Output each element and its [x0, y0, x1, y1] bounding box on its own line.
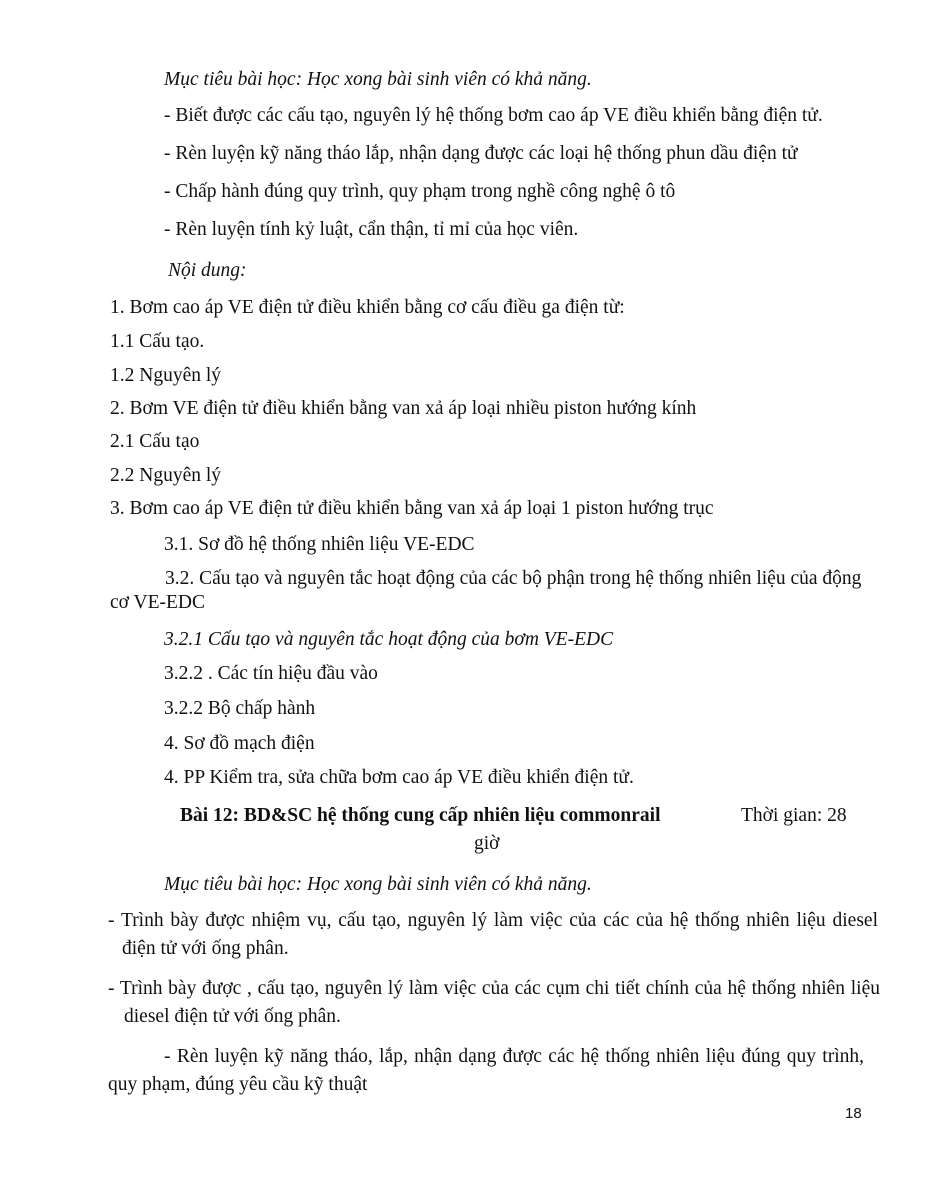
sub-item: 4. PP Kiểm tra, sửa chữa bơm cao áp VE điều khiển điện tử. [164, 767, 634, 788]
content-item: 1. Bơm cao áp VE điện tử điều khiển bằng cơ cấu điều ga điện từ: [110, 297, 625, 318]
objectives-heading: Mục tiêu bài học: Học xong bài sinh viên có khả năng. [164, 69, 592, 90]
sub-item: 3.2.1 Cấu tạo và nguyên tắc hoạt động của bơm VE-EDC [164, 629, 614, 650]
objective-item: - Rèn luyện tính kỷ luật, cẩn thận, tỉ mỉ của học viên. [164, 219, 579, 240]
lesson-objective: - Trình bày được nhiệm vụ, cấu tạo, nguyên lý làm việc của các của hệ thống nhiên liệu diesel điện tử với ống phân. [108, 910, 878, 959]
lesson-time: Thời gian: 28 [741, 805, 847, 826]
content-item: 2.2 Nguyên lý [110, 465, 222, 486]
lesson-title: Bài 12: BD&SC hệ thống cung cấp nhiên liệu commonrail [180, 805, 661, 826]
lesson-objective: - Rèn luyện kỹ năng tháo, lắp, nhận dạng được các hệ thống nhiên liệu đúng quy trình, quy phạm, đúng yêu cầu kỹ thuật [108, 1046, 864, 1095]
sub-item: 4. Sơ đồ mạch điện [164, 733, 315, 754]
objective-item: - Biết được các cấu tạo, nguyên lý hệ thống bơm cao áp VE điều khiển bằng điện tử. [164, 105, 823, 126]
content-item: 1.2 Nguyên lý [110, 365, 222, 386]
sub-item: 3.2.2 . Các tín hiệu đầu vào [164, 663, 378, 684]
lesson-objectives-heading: Mục tiêu bài học: Học xong bài sinh viên có khả năng. [164, 874, 592, 895]
objective-item: - Chấp hành đúng quy trình, quy phạm trong nghề công nghệ ô tô [164, 181, 676, 202]
content-item: 1.1 Cấu tạo. [110, 331, 205, 352]
sub-item: 3.2.2 Bộ chấp hành [164, 698, 316, 719]
content-item: 3. Bơm cao áp VE điện tử điều khiển bằng van xả áp loại 1 piston hướng trục [110, 498, 714, 519]
sub-item-paragraph: 3.2. Cấu tạo và nguyên tắc hoạt động của các bộ phận trong hệ thống nhiên liệu của động cơ VE-EDC [110, 568, 862, 613]
lesson-objective: - Trình bày được , cấu tạo, nguyên lý làm việc của các cụm chi tiết chính của hệ thống nhiên liệu diesel điện tử với ống phân. [108, 978, 880, 1027]
sub-item: 3.1. Sơ đồ hệ thống nhiên liệu VE-EDC [164, 534, 475, 555]
objective-item: - Rèn luyện kỹ năng tháo lắp, nhận dạng được các loại hệ thống phun dầu điện tử [164, 143, 798, 164]
content-item: 2.1 Cấu tạo [110, 431, 200, 452]
page-number: 18 [845, 1105, 862, 1122]
content-heading: Nội dung: [168, 260, 247, 281]
lesson-time-unit: giờ [474, 833, 500, 854]
content-item: 2. Bơm VE điện tử điều khiển bằng van xả áp loại nhiều piston hướng kính [110, 398, 697, 419]
